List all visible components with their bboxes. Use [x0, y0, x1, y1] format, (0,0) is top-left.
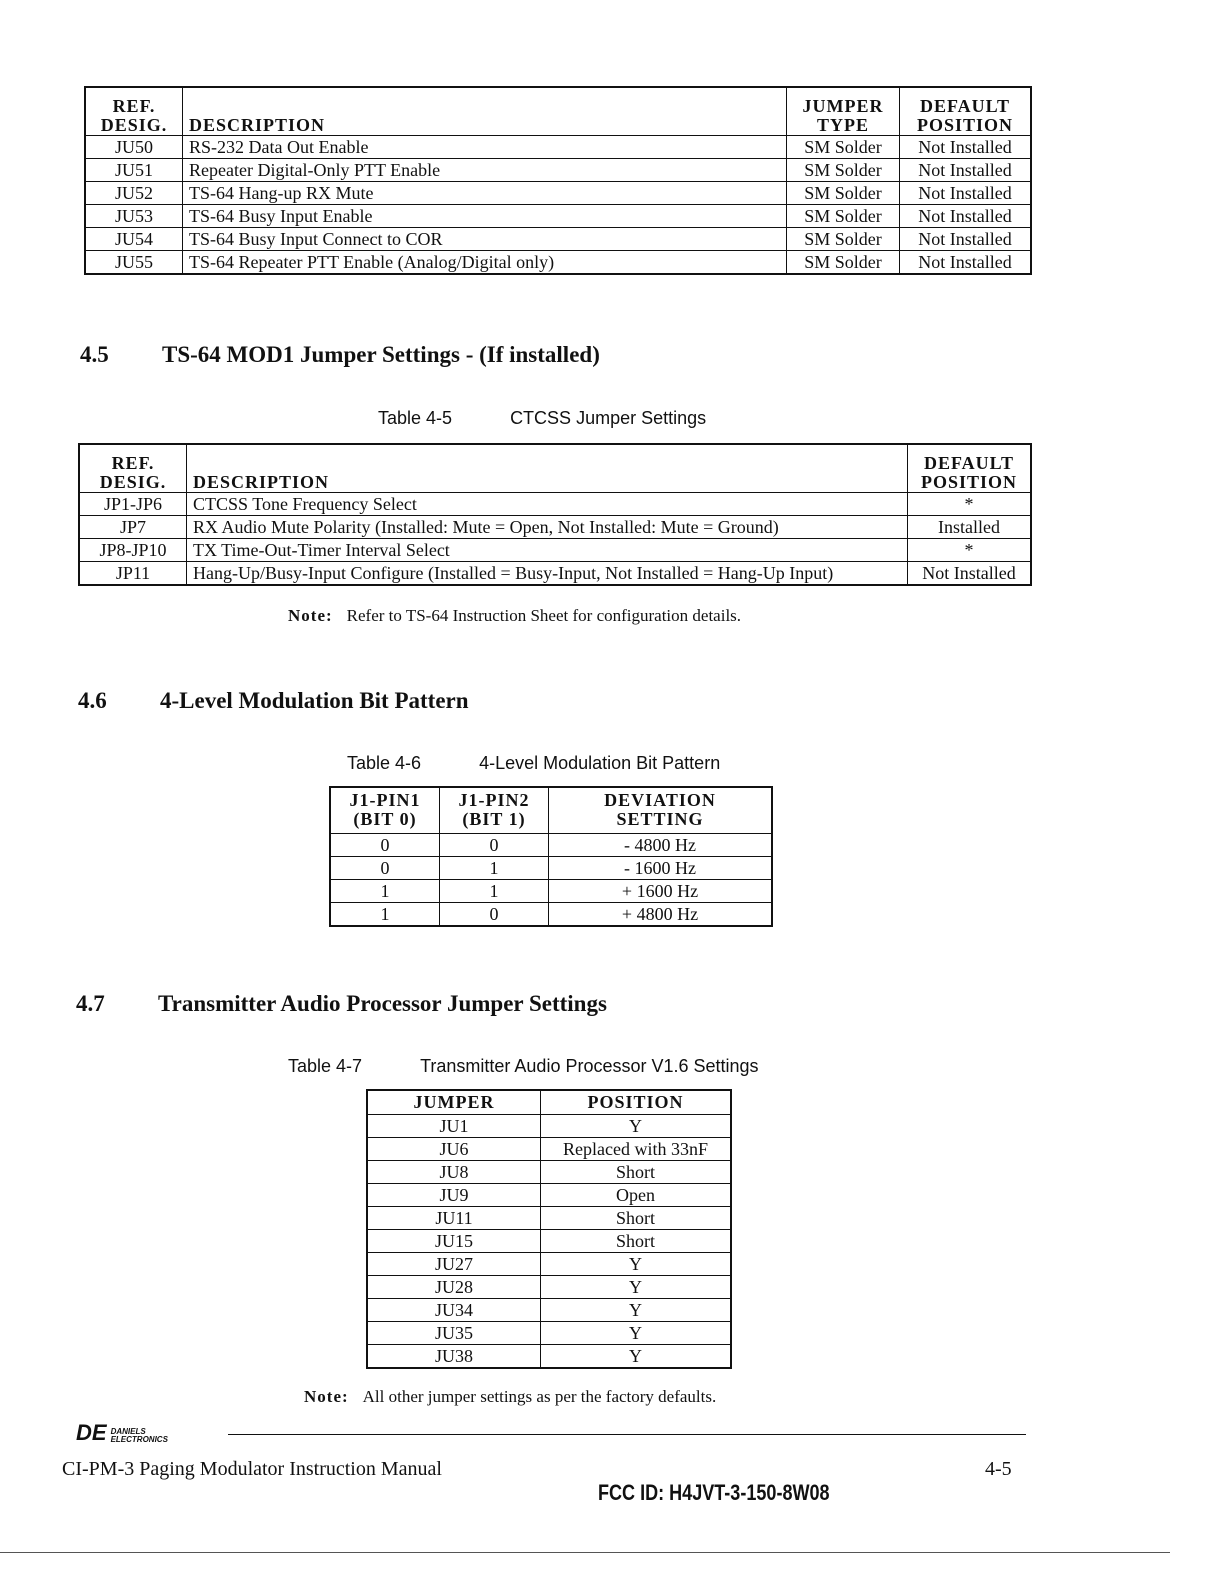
page-number: 4-5 — [985, 1458, 1012, 1480]
table-cell: Open — [541, 1183, 732, 1206]
table-row — [330, 856, 772, 879]
table-cell: 0 — [440, 833, 549, 856]
header-position: POSITION — [541, 1090, 732, 1114]
table-row — [367, 1229, 731, 1252]
table-cell: - 4800 Hz — [549, 833, 773, 856]
table-cell: 1 — [330, 902, 440, 926]
table-cell: 1 — [330, 879, 440, 902]
table-cell: JU15 — [367, 1229, 541, 1252]
page-bottom-rule — [0, 1552, 1170, 1553]
table-cell: Y — [541, 1275, 732, 1298]
table-cell: Not Installed — [908, 561, 1032, 585]
table-caption-4-7: Table 4-7 Transmitter Audio Processor V1.6 Settings — [288, 1056, 759, 1076]
table-caption-4-6: Table 4-6 4-Level Modulation Bit Pattern — [347, 753, 721, 773]
header-ref-desig: REF. DESIG. — [85, 87, 183, 135]
table-cell: CTCSS Tone Frequency Select — [187, 492, 908, 515]
table-row — [330, 902, 772, 926]
table-cell: TS-64 Repeater PTT Enable (Analog/Digital only) — [183, 250, 787, 274]
table-cell: Not Installed — [900, 158, 1032, 181]
table-row — [85, 135, 1031, 158]
table-cell: * — [908, 538, 1032, 561]
table-cell: SM Solder — [787, 250, 900, 274]
table-row — [367, 1344, 731, 1368]
table-cell: TS-64 Busy Input Enable — [183, 204, 787, 227]
footer-rule — [228, 1434, 1026, 1435]
table-cell: Installed — [908, 515, 1032, 538]
table-cell: Y — [541, 1321, 732, 1344]
table-cell: Not Installed — [900, 135, 1032, 158]
table-row — [85, 158, 1031, 181]
header-deviation-setting: DEVIATION SETTING — [549, 787, 773, 833]
table-row — [85, 181, 1031, 204]
table-cell: JU51 — [85, 158, 183, 181]
table-cell: JU1 — [367, 1114, 541, 1137]
table-cell: Short — [541, 1229, 732, 1252]
table-row — [367, 1114, 731, 1137]
table-cell: 0 — [330, 833, 440, 856]
table-cell: Y — [541, 1252, 732, 1275]
header-j1-pin2: J1-PIN2 (BIT 1) — [440, 787, 549, 833]
header-jumper: JUMPER — [367, 1090, 541, 1114]
table-cell: JU35 — [367, 1321, 541, 1344]
table-cell: Y — [541, 1114, 732, 1137]
table-cell: Not Installed — [900, 204, 1032, 227]
note-4-5: Note: Refer to TS-64 Instruction Sheet for configuration details. — [288, 606, 742, 625]
table-cell: JU8 — [367, 1160, 541, 1183]
table-cell: Not Installed — [900, 181, 1032, 204]
table-cell: JU6 — [367, 1137, 541, 1160]
table-row — [79, 515, 1031, 538]
modulation-bit-pattern-table — [329, 786, 773, 927]
jumper-table-top — [84, 86, 1032, 275]
header-jumper-type: JUMPER TYPE — [787, 87, 900, 135]
table-cell: SM Solder — [787, 227, 900, 250]
table-cell: TS-64 Busy Input Connect to COR — [183, 227, 787, 250]
header-default-position: DEFAULT POSITION — [908, 444, 1032, 492]
table-cell: TS-64 Hang-up RX Mute — [183, 181, 787, 204]
table-row — [367, 1137, 731, 1160]
section-heading-4-5: 4.5 TS-64 MOD1 Jumper Settings - (If installed) — [80, 342, 600, 367]
table-cell: JU52 — [85, 181, 183, 204]
header-description: DESCRIPTION — [183, 87, 787, 135]
table-cell: - 1600 Hz — [549, 856, 773, 879]
table-cell: SM Solder — [787, 158, 900, 181]
table-cell: JU28 — [367, 1275, 541, 1298]
header-ref-desig: REF. DESIG. — [79, 444, 187, 492]
table-cell: Hang-Up/Busy-Input Configure (Installed = Busy-Input, Not Installed = Hang-Up Input) — [187, 561, 908, 585]
section-heading-4-7: 4.7 Transmitter Audio Processor Jumper Settings — [76, 991, 607, 1016]
section-heading-4-6: 4.6 4-Level Modulation Bit Pattern — [78, 688, 469, 713]
table-row — [79, 561, 1031, 585]
ctcss-jumper-table — [78, 443, 1032, 586]
table-cell: JP11 — [79, 561, 187, 585]
table-row — [367, 1298, 731, 1321]
table-cell: + 1600 Hz — [549, 879, 773, 902]
header-default-position: DEFAULT POSITION — [900, 87, 1032, 135]
table-caption-4-5: Table 4-5 CTCSS Jumper Settings — [378, 408, 707, 428]
table-row — [85, 227, 1031, 250]
table-row — [367, 1206, 731, 1229]
table-cell: Not Installed — [900, 250, 1032, 274]
audio-processor-jumper-table — [366, 1089, 732, 1369]
table-cell: RX Audio Mute Polarity (Installed: Mute = Open, Not Installed: Mute = Ground) — [187, 515, 908, 538]
table-cell: Y — [541, 1298, 732, 1321]
company-logo: DE DANIELS ELECTRONICS — [76, 1420, 168, 1445]
table-cell: 1 — [440, 879, 549, 902]
table-cell: JP8-JP10 — [79, 538, 187, 561]
table-row — [367, 1321, 731, 1344]
table-cell: Short — [541, 1160, 732, 1183]
table-cell: 0 — [330, 856, 440, 879]
manual-title: CI-PM-3 Paging Modulator Instruction Manual — [62, 1458, 442, 1480]
fcc-id: FCC ID: H4JVT-3-150-8W08 — [598, 1480, 830, 1505]
table-cell: JU34 — [367, 1298, 541, 1321]
table-row — [79, 492, 1031, 515]
table-row — [330, 833, 772, 856]
table-row — [367, 1160, 731, 1183]
table-cell: JP1-JP6 — [79, 492, 187, 515]
table-row — [330, 879, 772, 902]
header-j1-pin1: J1-PIN1 (BIT 0) — [330, 787, 440, 833]
table-cell: JU11 — [367, 1206, 541, 1229]
table-cell: Short — [541, 1206, 732, 1229]
table-cell: 0 — [440, 902, 549, 926]
table-cell: SM Solder — [787, 204, 900, 227]
table-cell: SM Solder — [787, 181, 900, 204]
table-cell: TX Time-Out-Timer Interval Select — [187, 538, 908, 561]
table-cell: SM Solder — [787, 135, 900, 158]
table-cell: Y — [541, 1344, 732, 1368]
table-row — [367, 1252, 731, 1275]
table-cell: JU50 — [85, 135, 183, 158]
table-cell: JU53 — [85, 204, 183, 227]
table-cell: Repeater Digital-Only PTT Enable — [183, 158, 787, 181]
table-cell: + 4800 Hz — [549, 902, 773, 926]
table-cell: * — [908, 492, 1032, 515]
table-cell: JU38 — [367, 1344, 541, 1368]
table-cell: JU55 — [85, 250, 183, 274]
table-cell: JU27 — [367, 1252, 541, 1275]
table-cell: JU9 — [367, 1183, 541, 1206]
table-cell: 1 — [440, 856, 549, 879]
table-row — [79, 538, 1031, 561]
note-4-7: Note: All other jumper settings as per the factory defaults. — [304, 1387, 717, 1406]
table-cell: Not Installed — [900, 227, 1032, 250]
table-cell: JU54 — [85, 227, 183, 250]
table-row — [85, 250, 1031, 274]
table-row — [367, 1183, 731, 1206]
table-row — [85, 204, 1031, 227]
table-cell: Replaced with 33nF — [541, 1137, 732, 1160]
header-description: DESCRIPTION — [187, 444, 908, 492]
table-cell: JP7 — [79, 515, 187, 538]
table-row — [367, 1275, 731, 1298]
table-cell: RS-232 Data Out Enable — [183, 135, 787, 158]
